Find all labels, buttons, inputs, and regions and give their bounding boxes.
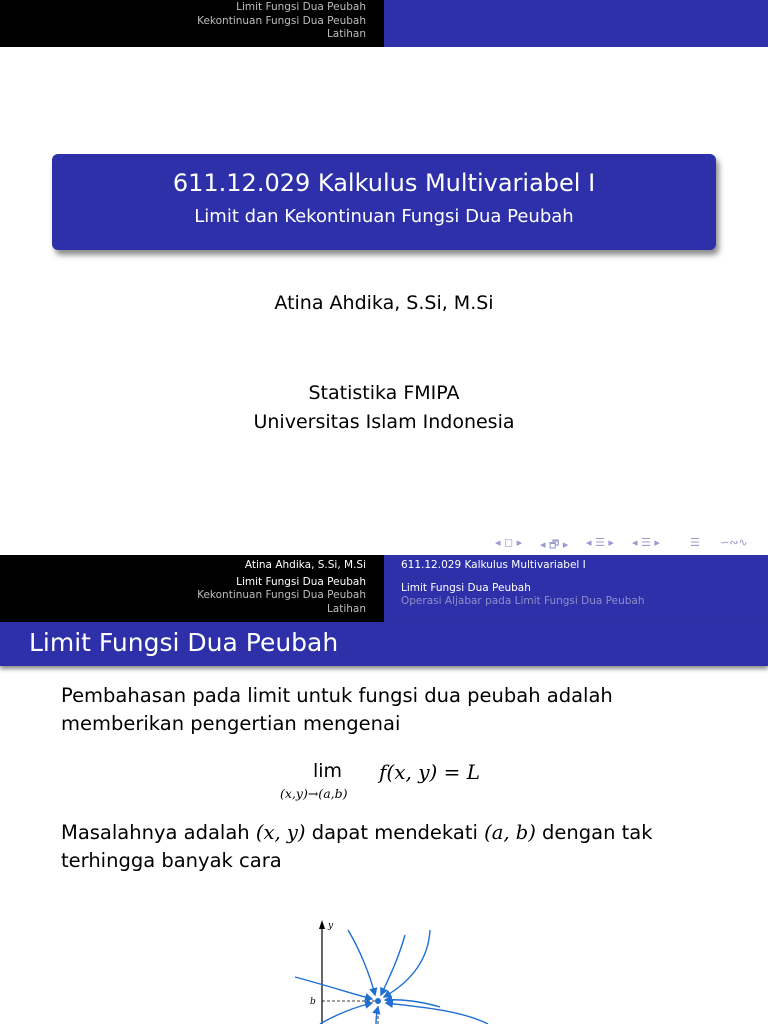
text-segment: dapat mendekati [305,821,485,844]
paragraph-problem [61,819,721,875]
header-current-section[interactable]: Limit Fungsi Dua Peubah [401,581,531,594]
header-course[interactable]: 611.12.029 Kalkulus Multivariabel I [401,559,586,571]
b-label: b [310,997,316,1007]
frame-title: Limit Fungsi Dua Peubah [29,628,339,657]
header-section-3[interactable]: Latihan [326,28,366,40]
math-xy: (x, y) [255,821,306,844]
header-section-active[interactable]: Limit Fungsi Dua Peubah [236,575,366,588]
nav-outline-icon[interactable]: ◂ ☰ ▸ [632,536,660,549]
text-segment: Masalahnya adalah [61,821,256,844]
header-section-1[interactable]: Limit Fungsi Dua Peubah [236,1,366,13]
header-section-2[interactable]: Kekontinuan Fungsi Dua Peubah [197,14,366,27]
y-axis-label: y [328,921,334,931]
approach-paths-figure [290,915,500,1024]
approach-path [320,1003,372,1024]
approach-path [381,935,405,995]
header-section-2[interactable]: Kekontinuan Fungsi Dua Peubah [197,589,366,601]
paragraph-intro: Pembahasan pada limit untuk fungsi dua peubah adalah memberikan pengertian mengenai [61,684,613,735]
department: Statistika FMIPA [308,382,460,404]
nav-search-icon[interactable]: ∽∾∿ [720,536,748,549]
title-box [52,154,716,250]
slide2-header-left [0,555,384,622]
university: Universitas Islam Indonesia [253,411,515,433]
lim-operator: lim [313,760,343,782]
header-section-3[interactable]: Latihan [326,602,366,615]
nav-section-icon[interactable]: ◂ ☰ ▸ [586,536,614,549]
approach-path [295,977,372,999]
slide2-header [0,555,768,622]
math-ab: (a, b) [484,821,536,844]
limit-point [375,998,381,1004]
lim-expression: f(x, y) = L [379,760,481,784]
slide2-header-right [384,555,768,622]
approach-path [348,930,375,995]
course-title: 611.12.029 Kalkulus Multivariabel I [172,169,596,197]
slide-subtitle: Limit dan Kekontinuan Fungsi Dua Peubah [194,206,574,227]
lim-subscript: (x,y)→(a,b) [280,786,348,801]
frame-title-bar [0,622,768,666]
header-subsection[interactable]: Operasi Aljabar pada Limit Fungsi Dua Peubah [401,595,645,607]
slide1-header [0,0,768,47]
slide1-header-right [384,0,768,47]
nav-toc-icon[interactable]: ☰ [690,536,700,549]
approach-path [384,930,430,997]
nav-subsection-icon[interactable]: ◂ 🗗 ▸ [540,538,569,551]
header-author: Atina Ahdika, S.Si, M.Si [244,559,366,571]
limit-formula [280,760,500,804]
nav-frame-icon[interactable]: ◂ ◻ ▸ [495,536,523,549]
author-name: Atina Ahdika, S.Si, M.Si [274,292,494,314]
slide1-header-sections [0,0,384,47]
y-axis-arrow [319,920,325,929]
text-segment: dengan tak terhingga banyak cara [61,821,653,872]
